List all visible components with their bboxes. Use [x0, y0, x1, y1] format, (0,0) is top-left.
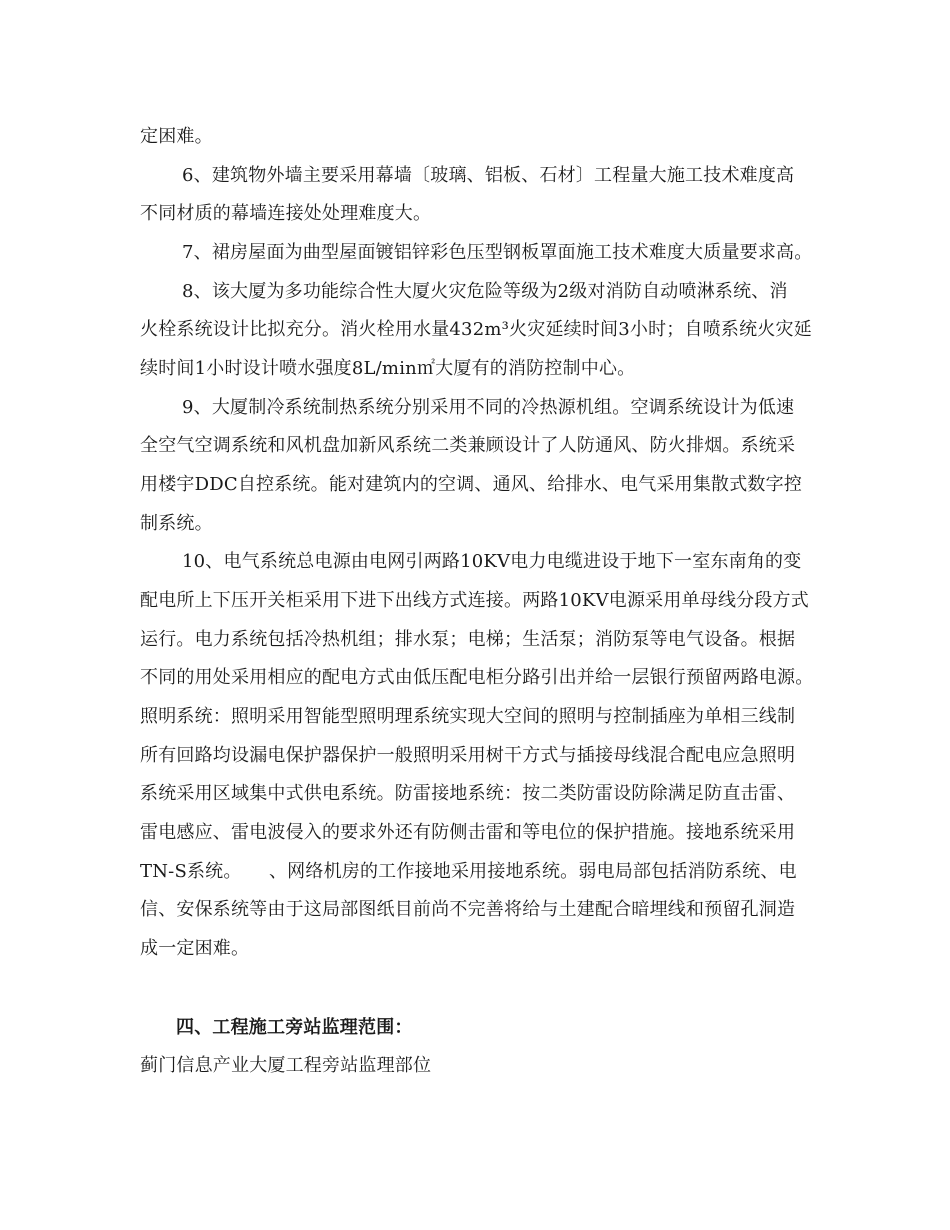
- text-line: 10、电气系统总电源由电网引两路10KV电力电缆进设于地下一室东南角的变: [182, 551, 802, 572]
- text-line: 8、该大厦为多功能综合性大厦火灾危险等级为2级对消防自动喷淋系统、消: [182, 281, 788, 302]
- text-line: 信、安保系统等由于这局部图纸目前尚不完善将给与土建配合暗埋线和预留孔洞造: [140, 899, 796, 920]
- section-heading: 四、工程施工旁站监理范围：: [176, 1017, 413, 1038]
- text-line: 定困难。: [140, 126, 213, 147]
- text-line: 雷电感应、雷电波侵入的要求外还有防侧击雷和等电位的保护措施。接地系统采用: [140, 822, 796, 843]
- text-line: 用楼宇DDC自控系统。能对建筑内的空调、通风、给排水、电气采用集散式数字控: [140, 474, 803, 495]
- section-body: 蓟门信息产业大厦工程旁站监理部位: [140, 1055, 432, 1076]
- text-line: 全空气空调系统和风机盘加新风系统二类兼顾设计了人防通风、防火排烟。系统采: [140, 435, 796, 456]
- text-line: 续时间1小时设计喷水强度8L/min㎡大厦有的消防控制中心。: [140, 358, 636, 379]
- text-line: TN-S系统。 、网络机房的工作接地采用接地系统。弱电局部包括消防系统、电: [140, 861, 797, 882]
- text-line: 火栓系统设计比拟充分。消火栓用水量432m³火灾延续时间3小时；自喷系统火灾延: [140, 319, 812, 340]
- text-line: 不同材质的幕墙连接处处理难度大。: [140, 203, 432, 224]
- text-line: 所有回路均设漏电保护器保护一般照明采用树干方式与插接母线混合配电应急照明: [140, 745, 796, 766]
- text-line: 配电所上下压开关柜采用下进下出线方式连接。两路10KV电源采用单母线分段方式: [140, 590, 809, 611]
- text-line: 不同的用处采用相应的配电方式由低压配电柜分路引出并给一层银行预留两路电源。: [140, 667, 814, 688]
- text-line: 照明系统：照明采用智能型照明理系统实现大空间的照明与控制插座为单相三线制: [140, 706, 796, 727]
- text-line: 系统采用区域集中式供电系统。防雷接地系统：按二类防雷设防除满足防直击雷、: [140, 783, 796, 804]
- text-line: 制系统。: [140, 513, 213, 534]
- text-line: 运行。电力系统包括冷热机组；排水泵；电梯；生活泵；消防泵等电气设备。根据: [140, 629, 796, 650]
- text-line: 7、裙房屋面为曲型屋面镀铝锌彩色压型钢板罩面施工技术难度大质量要求高。: [182, 242, 813, 263]
- text-line: 6、建筑物外墙主要采用幕墙〔玻璃、铝板、石材〕工程量大施工技术难度高: [182, 165, 795, 186]
- text-line: 成一定困难。: [140, 938, 250, 959]
- text-line: 9、大厦制冷系统制热系统分别采用不同的冷热源机组。空调系统设计为低速: [182, 397, 795, 418]
